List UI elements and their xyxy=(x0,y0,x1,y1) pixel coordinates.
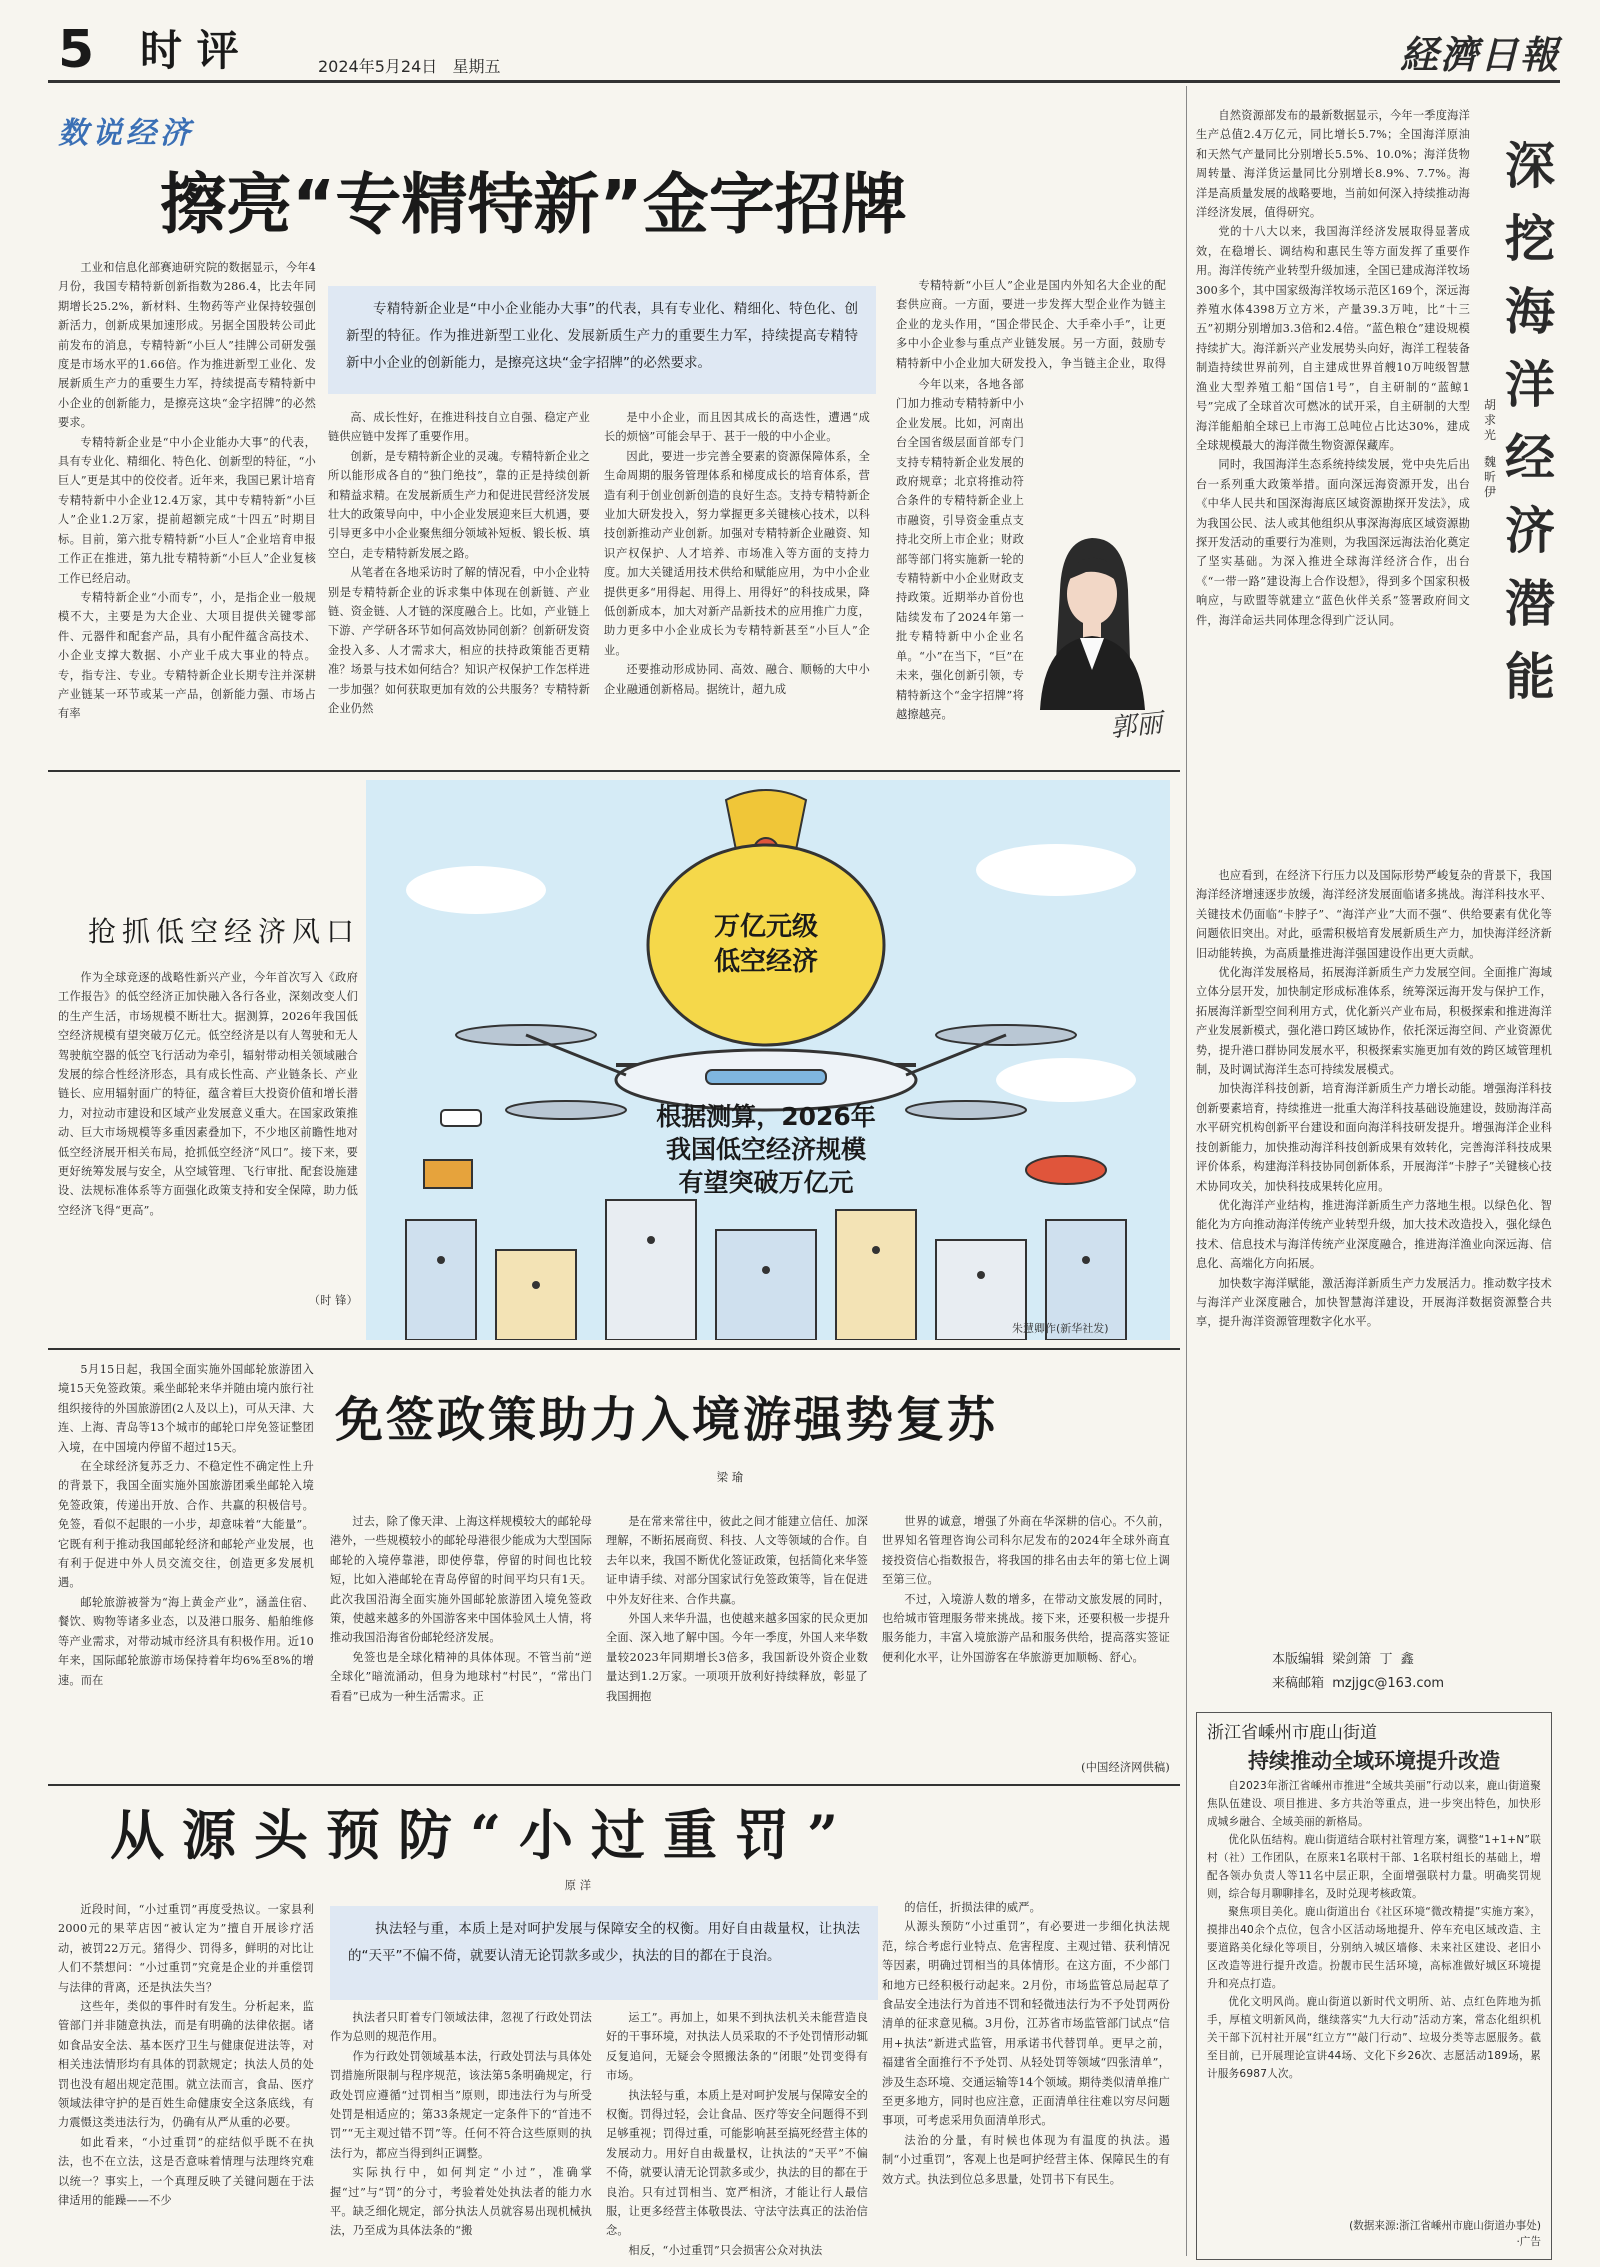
column-tag: 数说经济 xyxy=(58,116,194,151)
vtitle-char: 深 xyxy=(1505,137,1555,195)
article3-headline: 免签政策助力入境游强势复苏 xyxy=(335,1392,999,1448)
article1-col1-text: 工业和信息化部赛迪研究院的数据显示，今年4月份，我国专精特新创新指数为286.4，比去年同期增长25.2%，新材料、生物药等产业保持较强创新活力，创新成果加速形成。另据全国股转公司此前发布的消息，专精特新“小巨人”挂牌公司研发强度是市场水平的1.66倍。作为推进新型工业化、发展新质生产力的重要生力军，持续提高专精特新中小企业的创新能力，是擦亮这块“金字招牌”的必然要求。 专精特新企业是“中小企业能办大事”的代表，具有专业化、精细化、特色化、创新型的特征，“小巨人”更是其中的佼佼者。近年来，我国已累计培育专精特新中小企业12.4万家，其中专精特新“小巨人”企业1.2万家，提前超额完成“十四五”时期目标。目前，第六批专精特新“小巨人”企业培育申报工作正在推进，第九批专精特新“小巨人”企业复核工作已经启动。 专精特新企业“小而专”，小，是指企业一般规模不大，主要是为大企业、大项目提供关键零部件、元器件和配套产品，具有小配件蕴含高技术、小企业支撑大数据、小产业千成大事业的特点。专，指专注、专业。专精特新企业长期专注并深耕产业链某一环节或某一产品，创新能力强、市场占有率 xyxy=(58,261,316,721)
issue-date xyxy=(318,54,501,77)
article4-author: 原 洋 xyxy=(564,1879,592,1892)
ad-tag: ·广告 xyxy=(1516,2236,1541,2248)
article1-callout-box xyxy=(328,286,876,394)
section-name: 时 评 xyxy=(140,26,239,75)
article1-col2-text: 高、成长性好，在推进科技自立自强、稳定产业链供应链中发挥了重要作用。 创新，是专精特新企业的灵魂。专精特新企业之所以能形成各自的“独门绝技”，靠的正是持续创新和精益求精。在发展新质生产力和促进民营经济发展壮大的政策导向中，中小企业发展迎来巨大机遇，要引导更多中小企业聚焦细分领域补短板、锻长板、填空白，走专精特新发展之路。 从笔者在各地采访时了解的情况看，中小企业特别是专精特新企业的诉求集中体现在创新链、产业链、资金链、人才链的深度融合上。比如，产业链上下游、产学研各环节如何高效协同创新？创新研发资金投入多、人才需求大，相应的扶持政策能否更精准？场景与技术如何结合？知识产权保护工作怎样进一步加强？如何获取更加有效的公共服务？专精特新企业仍然 xyxy=(328,411,590,716)
illustration-caption-line1: 根据测算，2026年 xyxy=(656,1102,876,1131)
ad-box xyxy=(1196,1712,1552,2260)
vtitle-char: 挖 xyxy=(1505,210,1555,268)
article1-headline: 擦亮“专精特新”金字招牌 xyxy=(160,166,907,243)
article4-col2 xyxy=(330,2008,592,2258)
article3-col4-text: 世界的诚意，增强了外商在华深耕的信心。不久前，世界知名管理咨询公司科尔尼发布的2024年全球外商直接投资信心指数报告，将我国的排名由去年的第七位上调至第三位。 不过，入境游人数的增多，在带动文旅发展的同时，也给城市管理服务带来挑战。接下来，还要积极一步提升服务能力，丰富入境旅游产品和服务供给，提高落实签证便利化水平，让外国游客在华旅游更加顺畅、舒心。 xyxy=(882,1515,1170,1664)
illustration-caption-line2: 我国低空经济规模 xyxy=(665,1135,867,1164)
ad-source: (数据来源:浙江省嵊州市鹿山街道办事处) xyxy=(1349,2220,1541,2232)
vtitle-char: 潜 xyxy=(1505,575,1555,633)
article5-colB xyxy=(1196,866,1552,1641)
masthead-rule xyxy=(48,80,1560,83)
article1-col1 xyxy=(58,258,316,762)
date-text: 2024年5月24日 xyxy=(318,57,438,76)
article1-col4-top xyxy=(896,276,1166,374)
article3-author: 梁 瑜 xyxy=(716,1471,744,1484)
article4-col1-text: 近段时间，“小过重罚”再度受热议。一家县利2000元的果苹店因“被认定为”擅自开展诊疗活动，被罚22万元。猪得少、罚得多，鲜明的对比让人们不禁想问：“小过重罚”究竟是企业的并重偿罚与法律的背离，还是执法失当？ 这些年，类似的事件时有发生。分析起来，监管部门并非随意执法，而是有明确的法律依据。诸如食品安全法、基本医疗卫生与健康促进法等，对相关违法情形均有具体的罚款规定；执法人员的处罚也没有超出规定范围。就立法而言，食品、医疗领域法律守护的是百姓生命健康安全这条底线，有力震慑这类违法行为，仍确有从严从重的必要。 如此看来，“小过重罚”的症结似乎既不在执法，也不在立法，这是否意味着情理与法理终究难以统一？事实上，一个真理反映了关键问题在于法律适用的能躁——不少 xyxy=(58,1903,314,2208)
column-rule xyxy=(1186,86,1187,2256)
article3-col4 xyxy=(882,1512,1170,1757)
article1-col4-wrap-text: 今年以来，各地各部门加力推动专精特新中小企业发展。比如，河南出台全国省级层面首部专门支持专精特新企业发展的政府规章；北京将推动符合条件的专精特新企业上市融资，引导资金重点支持北交所上市企业；财政部等部门将实施新一轮的专精特新中小企业财政支持政策。近期举办首份也陆续发布了2024年第一批专精特新中小企业名单。“小”在当下，“巨”在未来，强化创新引领，专精特新这个“金字招牌”将越擦越亮。 xyxy=(896,378,1024,721)
article5-vertical-title xyxy=(1500,130,1560,714)
article3-col2 xyxy=(330,1512,592,1777)
article1-col3 xyxy=(604,408,870,764)
article1-col2 xyxy=(328,408,590,764)
article5-colA-text: 自然资源部发布的最新数据显示，今年一季度海洋生产总值2.4万亿元，同比增长5.7%；全国海洋原油和天然气产量同比分别增长5.5%、10.0%；海洋货物周转量、海洋货运量同比分别增长8.9%、7.7%。海洋是高质量发展的战略要地，当前如何深入持续推动海洋经济发展，值得研究。 党的十八大以来，我国海洋经济发展取得显著成效，在稳增长、调结构和惠民生等方面发挥了重要作用。海洋传统产业转型升级加速，全国已建成海洋牧场300多个，其中国家级海洋牧场示范区169个，深远海养殖水体4398万立方米，产量39.3万吨，比“十三五”初期分别增加3.3倍和2.4倍。“蓝色粮仓”建设规模持续扩大。海洋新兴产业发展势头向好，海洋工程装备制造持续世界前列，自主建成世界首艘10万吨级智慧渔业大型养殖工船“国信1号”，自主研制的“蓝鲸1号”完成了全球首次可燃冰的试开采，自主研制的大型海洋能船舶全球已上市海工总吨位占比达30%，建成全球规模最大的海洋微生物资源保藏库。 同时，我国海洋生态系统持续发展，党中央先后出台一系列重大政策举措。面向深远海资源开发，出台《中华人民共和国深海海底区域资源勘探开发法》，成为我国公民、法人或其他组织从事深海海底区域资源勘探开发活动的重要行为准则，为我国深远海法治化奠定了坚实基础。为深入推进全球海洋经济合作，出台《“一带一路”建设海上合作设想》，得到多个国家积极响应，与欧盟等就建立“蓝色伙伴关系”签署政府间文件，海洋命运共同体理念得到广泛认同。 xyxy=(1196,109,1470,627)
article3-col3 xyxy=(606,1512,868,1777)
editor-line: 本版编辑 梁剑箫 丁 鑫 xyxy=(1272,1652,1414,1667)
article2-headline: 抢抓低空经济风口 xyxy=(88,915,361,948)
article4-col3-text: 运工”。再加上，如果不到执法机关未能营造良好的干事环境，对执法人员采取的不予处罚情形动辄反复追问，无疑会令照搬法条的“闭眼”处罚变得有市场。 执法轻与重，本质上是对呵护发展与保障安全的权衡。罚得过轻，会让食品、医疗等安全问题得不到足够重视；罚得过重，可能影响甚至搞死经营主体的发展动力。用好自由裁量权，让执法的“天平”不偏不倚，就要认清无论罚款多或少，执法的目的都在于良治。只有过罚相当、宽严相济，才能让行人最信服，让更多经营主体敬畏法、守法守法真正的法治信念。 相反，“小过重罚”只会损害公众对执法 xyxy=(606,2011,868,2257)
illustration-credit: 朱慧卿作(新华社发) xyxy=(1012,1322,1109,1335)
article5-colA xyxy=(1196,106,1470,858)
article4-col3 xyxy=(606,2008,868,2258)
divider-1 xyxy=(48,770,1180,772)
bag-text-line1: 万亿元级 xyxy=(713,912,819,942)
ad-body xyxy=(1207,1777,1541,2217)
author-portrait xyxy=(1030,520,1155,710)
author-signature: 郭丽 xyxy=(1108,708,1164,744)
divider-2 xyxy=(48,1348,1180,1350)
article3-col1 xyxy=(58,1360,314,1780)
divider-3 xyxy=(48,1784,1180,1786)
article2-body xyxy=(58,968,358,1308)
ad-headline: 持续推动全域环境提升改造 xyxy=(1248,1749,1500,1773)
article5-author2: 魏昕伊 xyxy=(1484,455,1497,499)
article5-author1: 胡求光 xyxy=(1484,398,1497,442)
article3-col1-text: 5月15日起，我国全面实施外国邮轮旅游团入境15天免签政策。乘坐邮轮来华并随由境内旅行社组织接待的外国旅游团(2人及以上)，可从天津、大连、上海、青岛等13个城市的邮轮口岸免签证整团入境，在中国境内停留不超过15天。 在全球经济复苏乏力、不稳定性不确定性上升的背景下，我国全面实施外国旅游团乘坐邮轮入境免签政策，传递出开放、合作、共赢的积极信号。免签，看似不起眼的一小步，却意味着“大能量”。它既有利于推动我国邮轮经济和邮轮产业发展，也有利于促进中外人员交流交往，创造更多发展机遇。 邮轮旅游被誉为“海上黄金产业”，涵盖住宿、餐饮、购物等诸多业态，以及港口服务、船舶维修等产业需求，对带动城市经济具有积极作用。近10年来，国际邮轮旅游市场保持着年均6%至8%的增速。而在 xyxy=(58,1363,314,1687)
article4-col4 xyxy=(882,1898,1170,2258)
bag-text-line2: 低空经济 xyxy=(713,947,819,977)
paper-masthead-logo: 経濟日報 xyxy=(1400,32,1561,77)
article4-headline: 从源头预防“小过重罚” xyxy=(110,1803,857,1867)
illustration-caption-line3: 有望突破万亿元 xyxy=(678,1168,854,1197)
article1-col4-wrap xyxy=(896,375,1024,755)
article1-col3-text: 是中小企业，而且因其成长的高迭性，遭遇“成长的烦恼”可能会早于、甚于一般的中小企业。 因此，要进一步完善全要素的资源保障体系，全生命周期的服务管理体系和梯度成长的培育体系，营造有利于创业创新创造的良好生态。支持专精特新企业加大研发投入，努力掌握更多关键核心技术，以科技创新推动产业创新。加强对专精特新企业融资、知识产权保护、人才培养、市场准入等方面的支持力度。加大关键适用技术供给和赋能应用，为中小企业提供更多“用得起、用得上、用得好”的科技成果，降低创新成本，加大对新产品新技术的应用推广力度，助力更多中小企业成长为专精特新甚至“小巨人”企业。 还要推动形成协同、高效、融合、顺畅的大中小企业融通创新格局。据统计，超九成 xyxy=(604,411,870,696)
illustration-svg xyxy=(366,780,1170,1340)
article3-col3-text: 是在常来常往中，彼此之间才能建立信任、加深理解，不断拓展商贸、科技、人文等领域的合作。自去年以来，我国不断优化签证政策，包括简化来华签证申请手续、对部分国家试行免签政策等，旨在促进中外友好往来、合作共赢。 外国人来华升温，也使越来越多国家的民众更加全面、深入地了解中国。今年一季度，外国人来华数量较2023年同期增长3倍多，我国新设外资企业数量达到1.2万家。一项项开放利好持续释放，彰显了我国拥抱 xyxy=(606,1515,868,1703)
ad-body-text: 自2023年浙江省嵊州市推进“全域共美丽”行动以来，鹿山街道聚焦队伍建设、项目推进、多方共治等重点，进一步突出特色，加快形成城乡融合、全域美丽的新格局。 优化队伍结构。鹿山街道结合联村社管理方案，调整“1+1+N”联村（社）工作团队，在原来1名联村干部、1名联村组长的基础上，增配各领办负责人等11名中层正职，全面增强联村力量。明确奖罚规则，综合每月聊聊排名，及时兑现考核政策。 聚焦项目美化。鹿山街道出台《社区环境“微改精提”实施方案》，摸排出40余个点位，包含小区活动场地提升、停车充电区域改造、主要道路美化绿化等项目，分别纳入城区墙修、未来社区建设、老旧小区改造等进行提升改造。扮靓市民生活环境，高标准做好城区环境提升和亮点打造。 优化文明风尚。鹿山街道以新时代文明所、站、点红色阵地为抓手，厚植文明新风尚，继续落实“九大行动”活动方案，常态化组织机关干部下沉村社开展“红立方”“敲门行动”、垃圾分类等志愿服务。截至目前，已开展理论宣讲44场、文化下乡26次、志愿活动189场，累计服务6987人次。 xyxy=(1207,1780,1541,2080)
vtitle-char: 能 xyxy=(1505,648,1555,706)
vtitle-char: 海 xyxy=(1505,283,1555,341)
article4-callout-box xyxy=(330,1906,878,2000)
article4-callout: 执法轻与重，本质上是对呵护发展与保障安全的权衡。用好自由裁量权，让执法的“天平”不偏不倚，就要认清无论罚款多或少，执法的目的都在于良治。 xyxy=(348,1921,860,1964)
vtitle-char: 济 xyxy=(1505,502,1555,560)
ad-location: 浙江省嵊州市鹿山街道 xyxy=(1207,1723,1377,1743)
article4-col2-text: 执法者只盯着专门领域法律，忽视了行政处罚法作为总则的规范作用。 作为行政处罚领域基本法，行政处罚法与具体处罚措施所限制与程序规范，该法第5条明确规定，行政处罚应遵循“过罚相当”原则，即违法行为与所受处罚是相适应的；第33条规定一定条件下的“首违不罚”“无主观过错不罚”等。任何不符合这些原则的执法行为，都应当得到纠正调整。 实际执行中，如何判定“小过”，准确掌握“过”与“罚”的分寸，考验着处处执法者的能力水平。缺乏细化规定，部分执法人员就容易出现机械执法，乃至成为具体法条的“搬 xyxy=(330,2011,592,2238)
contact-line: 来稿邮箱 mzjjgc@163.com xyxy=(1272,1676,1445,1691)
article3-col2-text: 过去，除了像天津、上海这样规模较大的邮轮母港外，一些规模较小的邮轮母港很少能成为大型国际邮轮的入境停靠港，即使停靠，停留的时间也比较短，比如入港邮轮在青岛停留的时间平均只有1天。此次我国沿海全面实施外国邮轮旅游团入境免签政策，使越来越多的外国游客来中国体验风土人情，将推动我国沿海省份邮轮经济发展。 免签也是全球化精神的具体体现。不管当前“逆全球化”暗流涌动，但身为地球村“村民”，“常出门看看”已成为一种生活需求。正 xyxy=(330,1515,592,1703)
article1-callout: 专精特新企业是“中小企业能办大事”的代表，具有专业化、精细化、特色化、创新型的特征。作为推进新型工业化、发展新质生产力的重要生力军，持续提高专精特新中小企业的创新能力，是擦亮这块“金字招牌”的必然要求。 xyxy=(346,301,858,371)
article4-col4-text: 的信任，折损法律的威严。 从源头预防“小过重罚”，有必要进一步细化执法规范，综合考虑行业特点、危害程度、主观过错、获利情况等因素，明确过罚相当的具体情形。在这方面，不少部门和地方已经积极行动起来。2月份，市场监管总局起草了食品安全违法行为首违不罚和轻微违法行为不予处罚两份清单的征求意见稿。3月份，江苏省市场监管部门试点“信用+执法”新进式监管，用承诺书代替罚单。更早之前，福建省全面推行不予处罚、从轻处罚等领域“四张清单”，涉及生态环境、交通运输等14个领域。期待类似清单推广至更多地方，同时也应注意，正面清单往往难以穷尽问题事项，可考虑采用负面清单形式。 法治的分量，有时候也体现为有温度的执法。遏制“小过重罚”，客观上也是呵护经营主体、保障民生的有效方式。执法到位总多思量，处罚书下有民生。 xyxy=(882,1901,1170,2186)
article2-body-text: 作为全球竞逐的战略性新兴产业，今年首次写入《政府工作报告》的低空经济正加快融入各行各业，深刻改变人们的生产生活，市场规模不断壮大。据测算，2026年我国低空经济规模有望突破万亿元。低空经济是以有人驾驶和无人驾驶航空器的低空飞行活动为牵引，辐射带动相关领域融合发展的综合性经济形态，具有成长性高、产业链条长、产业链长、应用辐射面广的特征，蕴含着巨大投资价值和增长潜力，对拉动市建设和区域产业发展意义重大。在国家政策推动、巨大市场规模等多重因素叠加下，不少地区前瞻性地对低空经济展开相关布局，抢抓低空经济“风口”。接下来，要更好统筹发展与安全，从空域管理、飞行审批、配套设施建设、法规标准体系等方面强化政策支持和安全保障，助力低空经济飞得“更高”。 xyxy=(58,971,358,1217)
weekday-text: 星期五 xyxy=(452,57,501,76)
page-number: 5 xyxy=(58,20,95,80)
vtitle-char: 经 xyxy=(1505,429,1555,487)
article2-author: （时 锋） xyxy=(308,1294,358,1307)
article3-source: (中国经济网供稿) xyxy=(1081,1761,1170,1774)
illustration xyxy=(366,780,1170,1340)
vtitle-char: 洋 xyxy=(1505,356,1555,414)
article4-col1 xyxy=(58,1900,314,2258)
article1-col4-top-text: 专精特新“小巨人”企业是国内外知名大企业的配套供应商。一方面，要进一步发挥大型企业作为链主企业的龙头作用，“国企带民企、大手牵小手”，让更多中小企业参与重点产业链发展。另一方面，鼓励专精特新中小企业加大研发投入，争当链主企业，取得 xyxy=(896,279,1166,370)
article5-colB-text: 也应看到，在经济下行压力以及国际形势严峻复杂的背景下，我国海洋经济增速逐步放缓，海洋经济发展面临诸多挑战。海洋科技水平、关键技术仍面临“卡脖子”、“海洋产业”大而不强“、供给要素有优化等问题依旧突出。对此，亟需积极培育发展新质生产力，加快海洋经济新旧动能转换，为高质量推进海洋强国建设作出更大贡献。 优化海洋发展格局，拓展海洋新质生产力发展空间。全面推广海域立体分层开发，加快制定形成标准体系，统筹深远海开发与保护工作，拓展海洋新型空间利用方式，优化新兴产业布局，积极探索和推进海洋产业发展新模式，强化港口跨区域协作，依托深远海空间、产业资源优势，提升港口群协同发展水平，积极探索实施更加有效的跨区域管理机制，及时调试海洋生态可持续发展模式。 加快海洋科技创新，培育海洋新质生产力增长动能。增强海洋科技创新要素培育，持续推进一批重大海洋科技基础设施建设，鼓励海洋高水平研究机构创新平台建设和面向海洋科技研发提升。增强海洋企业科技创新能力，加快推动海洋科技创新成果有效转化，完善海洋科技成果评价体系，构建海洋科技协同创新体系，开展海洋“卡脖子”关键核心技术协同攻关，加快科技成果转化应用。 优化海洋产业结构，推进海洋新质生产力落地生根。以绿色化、智能化为方向推动海洋传统产业转型升级，加大技术改造投入，强化绿色技术、信息技术与海洋传统产业深度融合，推进海洋渔业向深远海、信息化、高端化方向拓展。 加快数字海洋赋能，激活海洋新质生产力发展活力。推动数字技术与海洋产业深度融合，加快智慧海洋建设，开展海洋数据资源整合共享，提升海洋资源管理数字化水平。 xyxy=(1196,869,1552,1329)
